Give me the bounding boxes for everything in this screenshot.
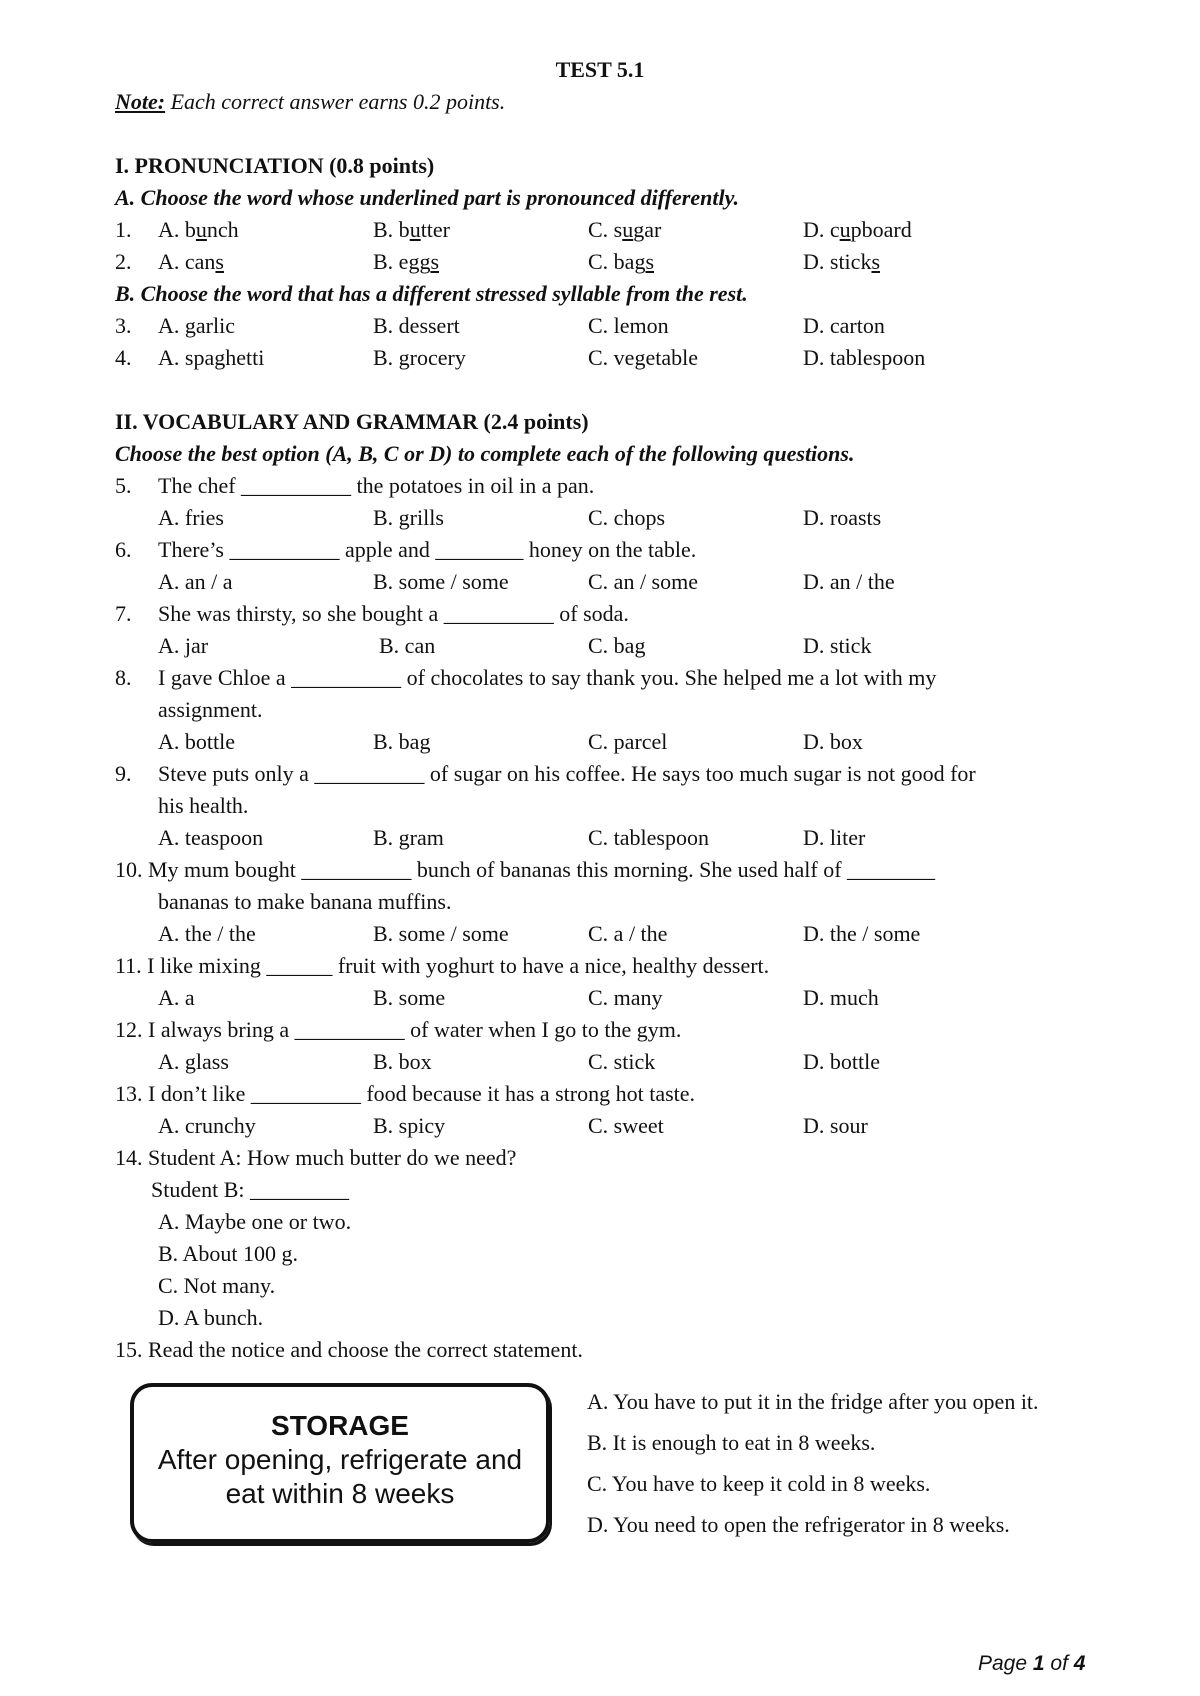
instruction-b: B. Choose the word that has a different stressed syllable from the rest. xyxy=(115,281,748,306)
option-a: A. teaspoon xyxy=(158,825,264,850)
note-label: Note: xyxy=(115,89,166,114)
section-pronunciation-heading: I. PRONUNCIATION (0.8 points) xyxy=(115,153,435,178)
question-number: 5. xyxy=(115,473,132,498)
option-b: B. grills xyxy=(373,505,444,530)
option-a: A. cans xyxy=(158,249,224,274)
question-15-option-b: B. It is enough to eat in 8 weeks. xyxy=(587,1430,876,1455)
option-b: B. dessert xyxy=(373,313,460,338)
question-number: 7. xyxy=(115,601,132,626)
question-13: 13. I don’t like __________ food because it has a strong hot taste. xyxy=(115,1081,696,1106)
note-text: Each correct answer earns 0.2 points. xyxy=(165,89,506,114)
question-stem: The chef __________ the potatoes in oil in a pan. xyxy=(158,473,595,498)
question-15: 15. Read the notice and choose the correct statement. xyxy=(115,1337,583,1362)
option-a: A. glass xyxy=(158,1049,229,1074)
question-stem: She was thirsty, so she bought a __________ of soda. xyxy=(158,601,629,626)
question-stem: I gave Chloe a __________ of chocolates to say thank you. She helped me a lot with my xyxy=(158,665,937,690)
option-c: C. sweet xyxy=(588,1113,664,1138)
option-a: A. jar xyxy=(158,633,209,658)
option-c: C. bags xyxy=(588,249,655,274)
option-b: B. bag xyxy=(373,729,431,754)
question-15-option-c: C. You have to keep it cold in 8 weeks. xyxy=(587,1471,931,1496)
option-d: D. cupboard xyxy=(803,217,912,242)
question-number: 6. xyxy=(115,537,132,562)
option-c: C. a / the xyxy=(588,921,668,946)
option-c: C. parcel xyxy=(588,729,668,754)
option-d: D. box xyxy=(803,729,863,754)
question-number: 1. xyxy=(115,217,132,242)
option-b: B. can xyxy=(379,633,436,658)
option-c: C. chops xyxy=(588,505,665,530)
option-c: C. stick xyxy=(588,1049,656,1074)
option-c: C. lemon xyxy=(588,313,669,338)
option-b: B. some / some xyxy=(373,921,509,946)
option-a: A. bottle xyxy=(158,729,235,754)
option-b: B. eggs xyxy=(373,249,440,274)
instruction-part2: Choose the best option (A, B, C or D) to complete each of the following questions. xyxy=(115,441,855,466)
question-number: 3. xyxy=(115,313,132,338)
option-c: C. many xyxy=(588,985,663,1010)
question-15-option-a: A. You have to put it in the fridge after you open it. xyxy=(587,1389,1039,1414)
option-d: D. stick xyxy=(803,633,872,658)
option-d: D. tablespoon xyxy=(803,345,926,370)
storage-notice xyxy=(130,1383,550,1543)
option-a: A. crunchy xyxy=(158,1113,256,1138)
notice-body: After opening, refrigerate and eat within 8 weeks xyxy=(157,1444,523,1509)
option-b: B. grocery xyxy=(373,345,466,370)
option-d: D. roasts xyxy=(803,505,882,530)
question-15-option-d: D. You need to open the refrigerator in 8 weeks. xyxy=(587,1512,1010,1537)
option-d: D. carton xyxy=(803,313,885,338)
question-number: 4. xyxy=(115,345,132,370)
page-number: 1 xyxy=(1032,1652,1045,1675)
option-b: B. gram xyxy=(373,825,444,850)
option-b: B. some xyxy=(373,985,446,1010)
option-a: A. spaghetti xyxy=(158,345,265,370)
option-c: C. bag xyxy=(588,633,646,658)
notice-title: STORAGE xyxy=(271,1410,409,1441)
option-b: B. some / some xyxy=(373,569,509,594)
option-b: B. box xyxy=(373,1049,432,1074)
question-stem: There’s __________ apple and ________ honey on the table. xyxy=(158,537,697,562)
option-a: A. garlic xyxy=(158,313,235,338)
option-d: D. the / some xyxy=(803,921,921,946)
test-title: TEST 5.1 xyxy=(555,57,645,82)
option-d: D. an / the xyxy=(803,569,895,594)
question-number: 8. xyxy=(115,665,132,690)
question-number: 2. xyxy=(115,249,132,274)
scoring-note xyxy=(115,86,1115,118)
option-d: D. bottle xyxy=(803,1049,880,1074)
option-b: B. butter xyxy=(373,217,451,242)
option-d: D. sticks xyxy=(803,249,881,274)
option-c: C. an / some xyxy=(588,569,698,594)
question-stem: Steve puts only a __________ of sugar on his coffee. He says too much sugar is not good for xyxy=(158,761,976,786)
question-14: 14. Student A: How much butter do we need? xyxy=(115,1145,517,1170)
option-a: A. bunch xyxy=(158,217,239,242)
option-d: D. sour xyxy=(803,1113,868,1138)
page-footer: Page 1 of 4 xyxy=(978,1652,1086,1675)
test-page: TEST 5.1 Note: Each correct answer earns 0.2 points. I. PRONUNCIATION (0.8 points) A. Choose the word whose underlined part is pronounced differently. 1. A. bunch B. butter C. sugar D. cupboard 2. A. cans B. eggs C. bags D. sticks B. Choose the word that has a different stressed syllable from the rest. 3. A. garlic B. dessert C. lemon D. carton 4. A. spaghetti B. grocery C. vegetable D. tablespoon II. VOCABULARY AND GRAMMAR (2.4 points) Choose the best option (A, B, C or D) to complete each of the following questions. 5. The chef __________ the potatoes in oil in a pan. A. fries B. grills C. chops D. roasts 6. There’s __________ apple and ________ honey on the table. A. an / a B. some / some C. an / some D. an / the 7. She was thirsty, so she bought a __________ of soda. A. jar B. can C. bag D. stick 8. I gave Chloe a __________ of chocolates to say thank you. She helped me a lot with my assignment. A. bottle B. bag C. parcel D. box 9. Steve puts only a __________ of sugar on his coffee. He says too much sugar is not good for his health. A. teaspoon B. gram C. tablespoon D. liter 10. My mum bought __________ bunch of bananas this morning. She used half of ________ bananas to make banana muffins. A. the / the B. some / some C. a / the D. the / some 11. I like mixing ______ fruit with yoghurt to have a nice, healthy dessert. A. a B. some C. many D. much 12. I always bring a __________ of water when I go to the gym. A. glass B. box C. stick D. bottle 13. I don’t like __________ food because it has a strong hot taste. A. crunchy B. spicy C. sweet D. sour 14. Student A: How much butter do we need? Student B: _________ A. Maybe one or two. B. About 100 g. C. Not many. D. A bunch. 15. Read the notice and choose the correct statement. STORAGE After opening, refrigerate and eat within 8 weeks A. You have to put it in the fridge after you open it. B. It is enough to eat in 8 weeks. C. You have to keep it cold in 8 weeks. D. You need to open the refrigerator in 8 weeks. Page 1 of 4 xyxy=(0,0,1200,1696)
option-d: D. liter xyxy=(803,825,866,850)
option-b: B. spicy xyxy=(373,1113,446,1138)
question-10: 10. My mum bought __________ bunch of bananas this morning. She used half of ________ xyxy=(115,857,936,882)
option-a: A. a xyxy=(158,985,195,1010)
question-number: 9. xyxy=(115,761,132,786)
question-12: 12. I always bring a __________ of water when I go to the gym. xyxy=(115,1017,682,1042)
section-vocabulary-heading: II. VOCABULARY AND GRAMMAR (2.4 points) xyxy=(115,409,589,434)
option-a: A. an / a xyxy=(158,569,233,594)
option-c: C. vegetable xyxy=(588,345,698,370)
option-a: A. fries xyxy=(158,505,224,530)
option-d: D. much xyxy=(803,985,879,1010)
option-a: A. the / the xyxy=(158,921,256,946)
page-total: 4 xyxy=(1073,1652,1086,1675)
question-11: 11. I like mixing ______ fruit with yoghurt to have a nice, healthy dessert. xyxy=(115,953,770,978)
instruction-a: A. Choose the word whose underlined part is pronounced differently. xyxy=(115,185,740,210)
option-c: C. tablespoon xyxy=(588,825,709,850)
option-c: C. sugar xyxy=(588,217,662,242)
